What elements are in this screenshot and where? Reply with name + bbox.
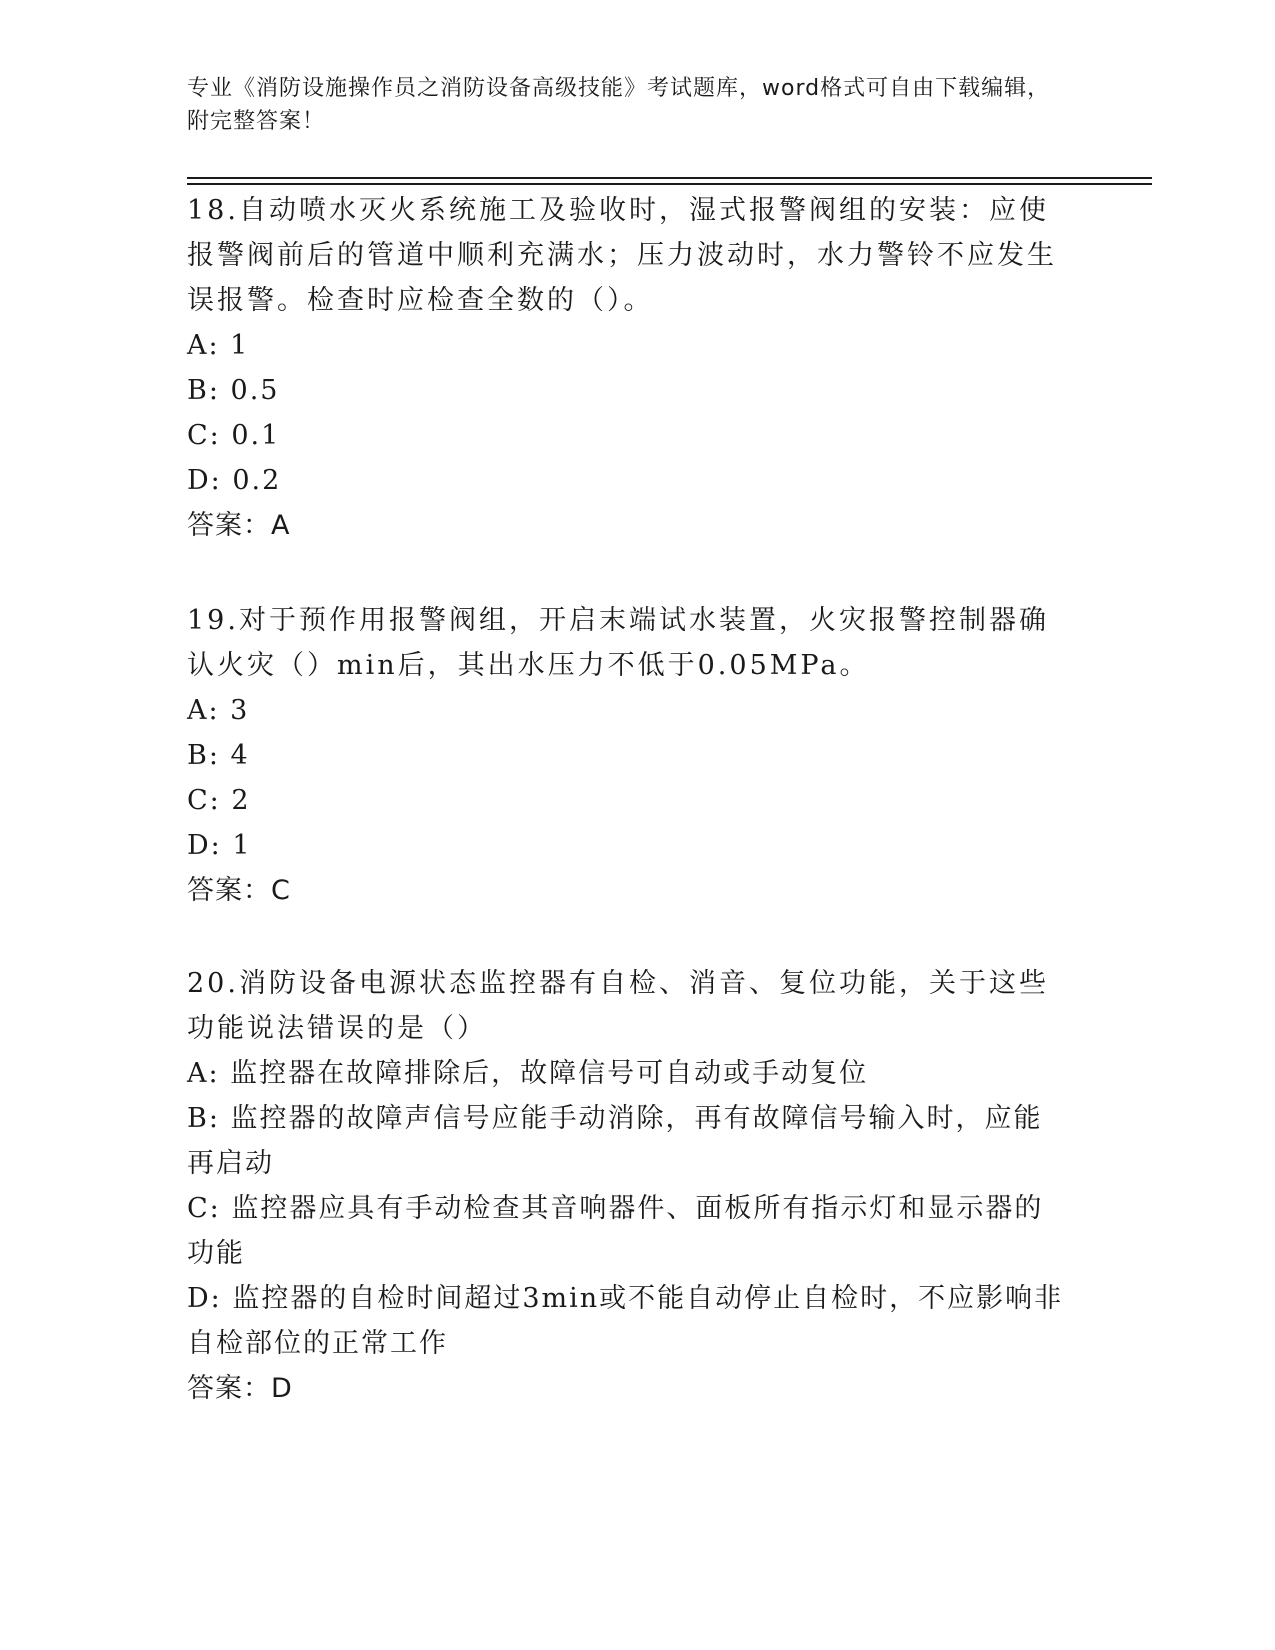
header-divider-bottom	[187, 183, 1152, 185]
option-a: A: 监控器在故障排除后，故障信号可自动或手动复位	[187, 1058, 869, 1089]
question-stem: 20.消防设备电源状态监控器有自检、消音、复位功能，关于这些功能说法错误的是（）	[187, 968, 1049, 1044]
option-a: A: 3	[187, 695, 250, 726]
option-c: C: 监控器应具有手动检查其音响器件、面板所有指示灯和显示器的功能	[187, 1193, 1044, 1269]
question-20	[187, 961, 1067, 1411]
question-stem: 18.自动喷水灭火系统施工及验收时，湿式报警阀组的安装：应使报警阀前后的管道中顺利充满水；压力波动时，水力警铃不应发生误报警。检查时应检查全数的（）。	[187, 195, 1057, 316]
option-d: D: 1	[187, 830, 252, 861]
option-c: C: 2	[187, 785, 251, 816]
answer-line: 答案：A	[187, 510, 291, 541]
header-divider-top	[187, 177, 1152, 179]
option-b: B: 0.5	[187, 375, 280, 406]
document-header: 专业《消防设施操作员之消防设备高级技能》考试题库，word格式可自由下载编辑，附完整答案！	[187, 76, 1051, 134]
option-d: D: 0.2	[187, 465, 282, 496]
question-stem: 19.对于预作用报警阀组，开启末端试水装置，火灾报警控制器确认火灾（）min后，其出水压力不低于0.05MPa。	[187, 605, 1049, 681]
question-18	[187, 188, 1067, 548]
option-c: C: 0.1	[187, 420, 281, 451]
option-b: B: 4	[187, 740, 250, 771]
option-d: D: 监控器的自检时间超过3min或不能自动停止自检时，不应影响非自检部位的正常工作	[187, 1283, 1064, 1359]
option-a: A: 1	[187, 330, 250, 361]
option-b: B: 监控器的故障声信号应能手动消除，再有故障信号输入时，应能再启动	[187, 1103, 1043, 1179]
answer-line: 答案：C	[187, 875, 291, 906]
answer-line: 答案：D	[187, 1373, 293, 1404]
question-19	[187, 598, 1067, 913]
